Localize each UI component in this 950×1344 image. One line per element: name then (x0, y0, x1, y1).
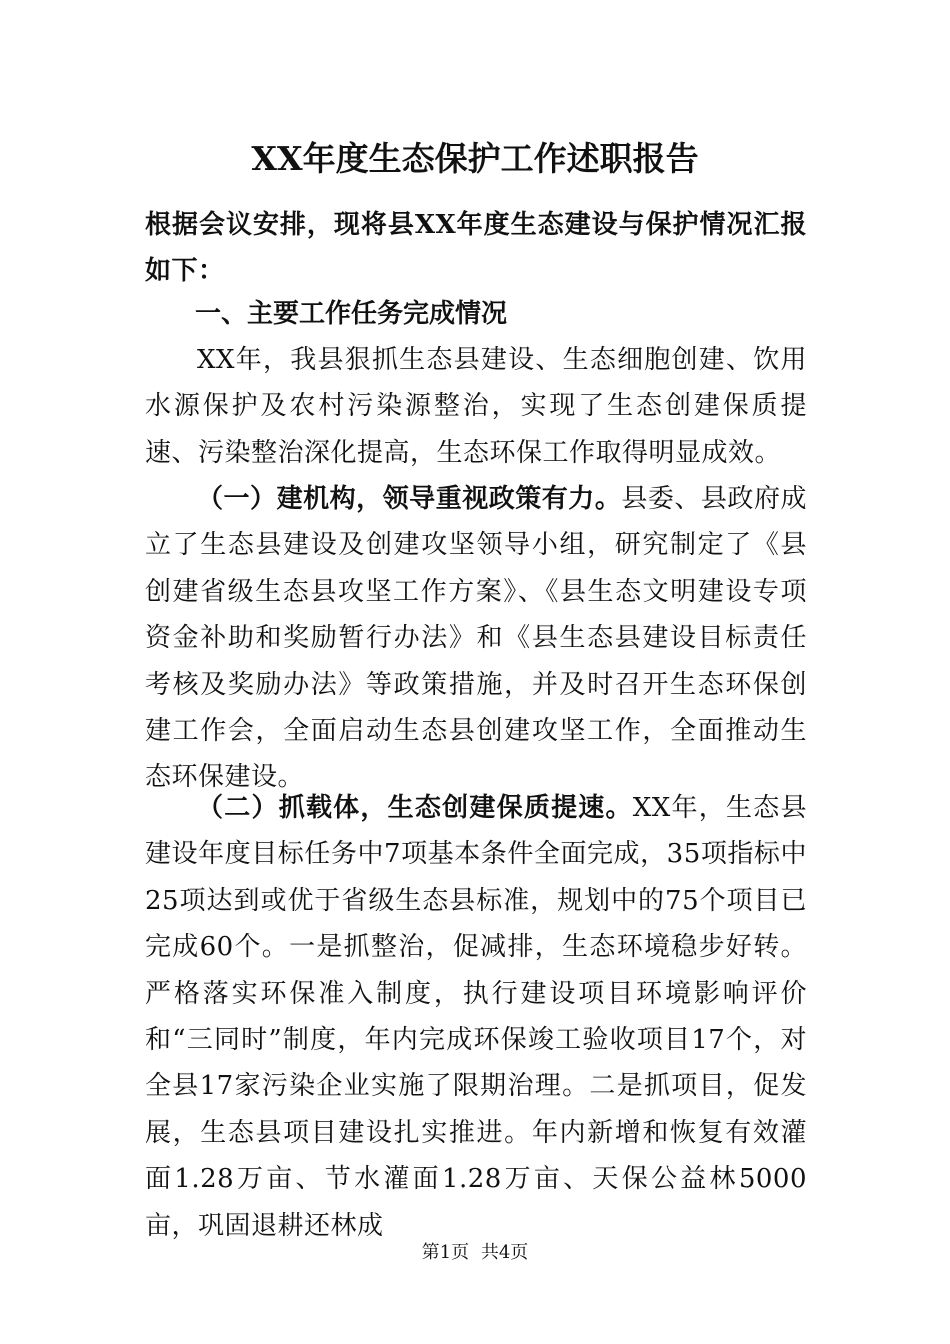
section-heading: 一、主要工作任务完成情况 (195, 299, 508, 329)
paragraph-institutions (145, 476, 807, 801)
paragraph-lead: （二）抓载体，生态创建保质提速。 (197, 793, 633, 823)
page-footer (0, 1241, 950, 1265)
paragraph-overview: XX年，我县狠抓生态县建设、生态细胞创建、饮用水源保护及农村污染源整治，实现了生态创建保质提速、污染整治深化提高，生态环保工作取得明显成效。 (145, 345, 807, 468)
paragraph-carriers (145, 785, 807, 1249)
paragraph-body: XX年，生态县建设年度目标任务中7项基本条件全面完成，35项指标中25项达到或优于省级生态县标准，规划中的75个项目已完成60个。一是抓整治，促减排，生态环境稳步好转。严格落实环保准入制度，执行建设项目环境影响评价和“三同时”制度，年内完成环保竣工验收项目17个，对全县17家污染企业实施了限期治理。二是抓项目，促发展，生态县项目建设扎实推进。年内新增和恢复有效灌面1.28万亩、节水灌面1.28万亩、天保公益林5000亩，巩固退耕还林成 (145, 793, 807, 1241)
page-number: 第1页 (421, 1242, 470, 1263)
intro-paragraph: 根据会议安排，现将县XX年度生态建设与保护情况汇报如下： (145, 210, 807, 287)
document-title: XX年度生态保护工作述职报告 (251, 139, 699, 178)
paragraph-body: 县委、县政府成立了生态县建设及创建攻坚领导小组，研究制定了《县创建省级生态县攻坚工作方案》、《县生态文明建设专项资金补助和奖励暂行办法》和《县生态县建设目标责任考核及奖励办法》等政策措施，并及时召开生态环保创建工作会，全面启动生态县创建攻坚工作，全面推动生态环保建设。 (145, 484, 807, 793)
paragraph-lead: （一）建机构，领导重视政策有力。 (197, 484, 622, 514)
page-total: 共4页 (480, 1242, 529, 1263)
